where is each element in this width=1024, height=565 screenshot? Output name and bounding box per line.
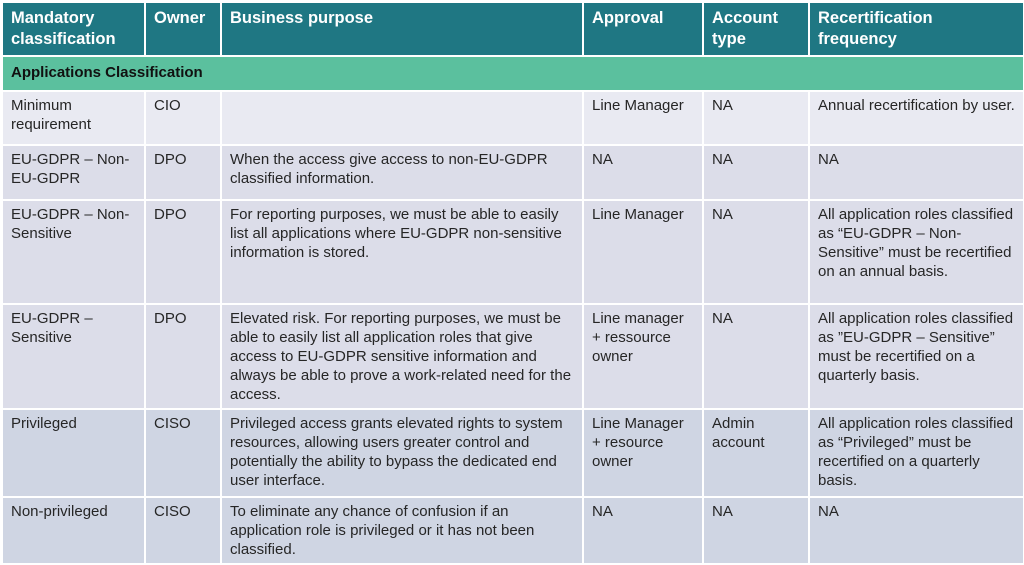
cell-purpose: Elevated risk. For reporting purposes, we must be able to easily list all application roles that give access to EU-GDPR sensitive information and always be able to prove a work-related need for the access. — [221, 304, 583, 409]
cell-recertification: All application roles classified as “EU-GDPR – Non-Sensitive” must be recertified on an annual basis. — [809, 200, 1024, 304]
cell-approval: Line Manager — [583, 91, 703, 145]
cell-account-type: NA — [703, 304, 809, 409]
header-account-type: Account type — [703, 2, 809, 56]
header-business-purpose: Business purpose — [221, 2, 583, 56]
table-header-row — [2, 2, 1024, 56]
header-recertification-frequency: Recertification frequency — [809, 2, 1024, 56]
header-mandatory-classification: Mandatory classification — [2, 2, 145, 56]
cell-recertification: All application roles classified as “Privileged” must be recertified on a quarterly basis. — [809, 409, 1024, 497]
cell-account-type: NA — [703, 497, 809, 564]
cell-approval: NA — [583, 497, 703, 564]
cell-owner: DPO — [145, 304, 221, 409]
cell-classification: EU-GDPR – Non-Sensitive — [2, 200, 145, 304]
cell-purpose — [221, 91, 583, 145]
cell-purpose: For reporting purposes, we must be able to easily list all applications where EU-GDPR non-sensitive information is stored. — [221, 200, 583, 304]
table-row — [2, 91, 1024, 145]
cell-recertification: All application roles classified as ”EU-GDPR – Sensitive” must be recertified on a quarterly basis. — [809, 304, 1024, 409]
cell-recertification: NA — [809, 145, 1024, 200]
cell-owner: DPO — [145, 145, 221, 200]
cell-owner: CIO — [145, 91, 221, 145]
header-approval: Approval — [583, 2, 703, 56]
section-row — [2, 56, 1024, 91]
cell-owner: CISO — [145, 497, 221, 564]
cell-classification: EU-GDPR – Sensitive — [2, 304, 145, 409]
cell-owner: CISO — [145, 409, 221, 497]
table-row — [2, 304, 1024, 409]
cell-approval: Line Manager + resource owner — [583, 409, 703, 497]
classification-table — [1, 1, 1024, 565]
cell-recertification: NA — [809, 497, 1024, 564]
cell-approval: NA — [583, 145, 703, 200]
cell-account-type: NA — [703, 91, 809, 145]
cell-classification: Privileged — [2, 409, 145, 497]
cell-owner: DPO — [145, 200, 221, 304]
cell-recertification: Annual recertification by user. — [809, 91, 1024, 145]
table-row — [2, 200, 1024, 304]
cell-classification: Non-privileged — [2, 497, 145, 564]
cell-classification: Minimum requirement — [2, 91, 145, 145]
table-row — [2, 409, 1024, 497]
header-owner: Owner — [145, 2, 221, 56]
section-title: Applications Classification — [2, 56, 1024, 91]
cell-purpose: When the access give access to non-EU-GDPR classified information. — [221, 145, 583, 200]
cell-approval: Line Manager — [583, 200, 703, 304]
cell-purpose: Privileged access grants elevated rights to system resources, allowing users greater control and potentially the ability to bypass the dedicated end user interface. — [221, 409, 583, 497]
cell-account-type: NA — [703, 145, 809, 200]
cell-approval: Line manager + ressource owner — [583, 304, 703, 409]
cell-classification: EU-GDPR – Non-EU-GDPR — [2, 145, 145, 200]
table-row — [2, 497, 1024, 564]
table-row — [2, 145, 1024, 200]
cell-account-type: NA — [703, 200, 809, 304]
cell-purpose: To eliminate any chance of confusion if an application role is privileged or it has not been classified. — [221, 497, 583, 564]
cell-account-type: Admin account — [703, 409, 809, 497]
